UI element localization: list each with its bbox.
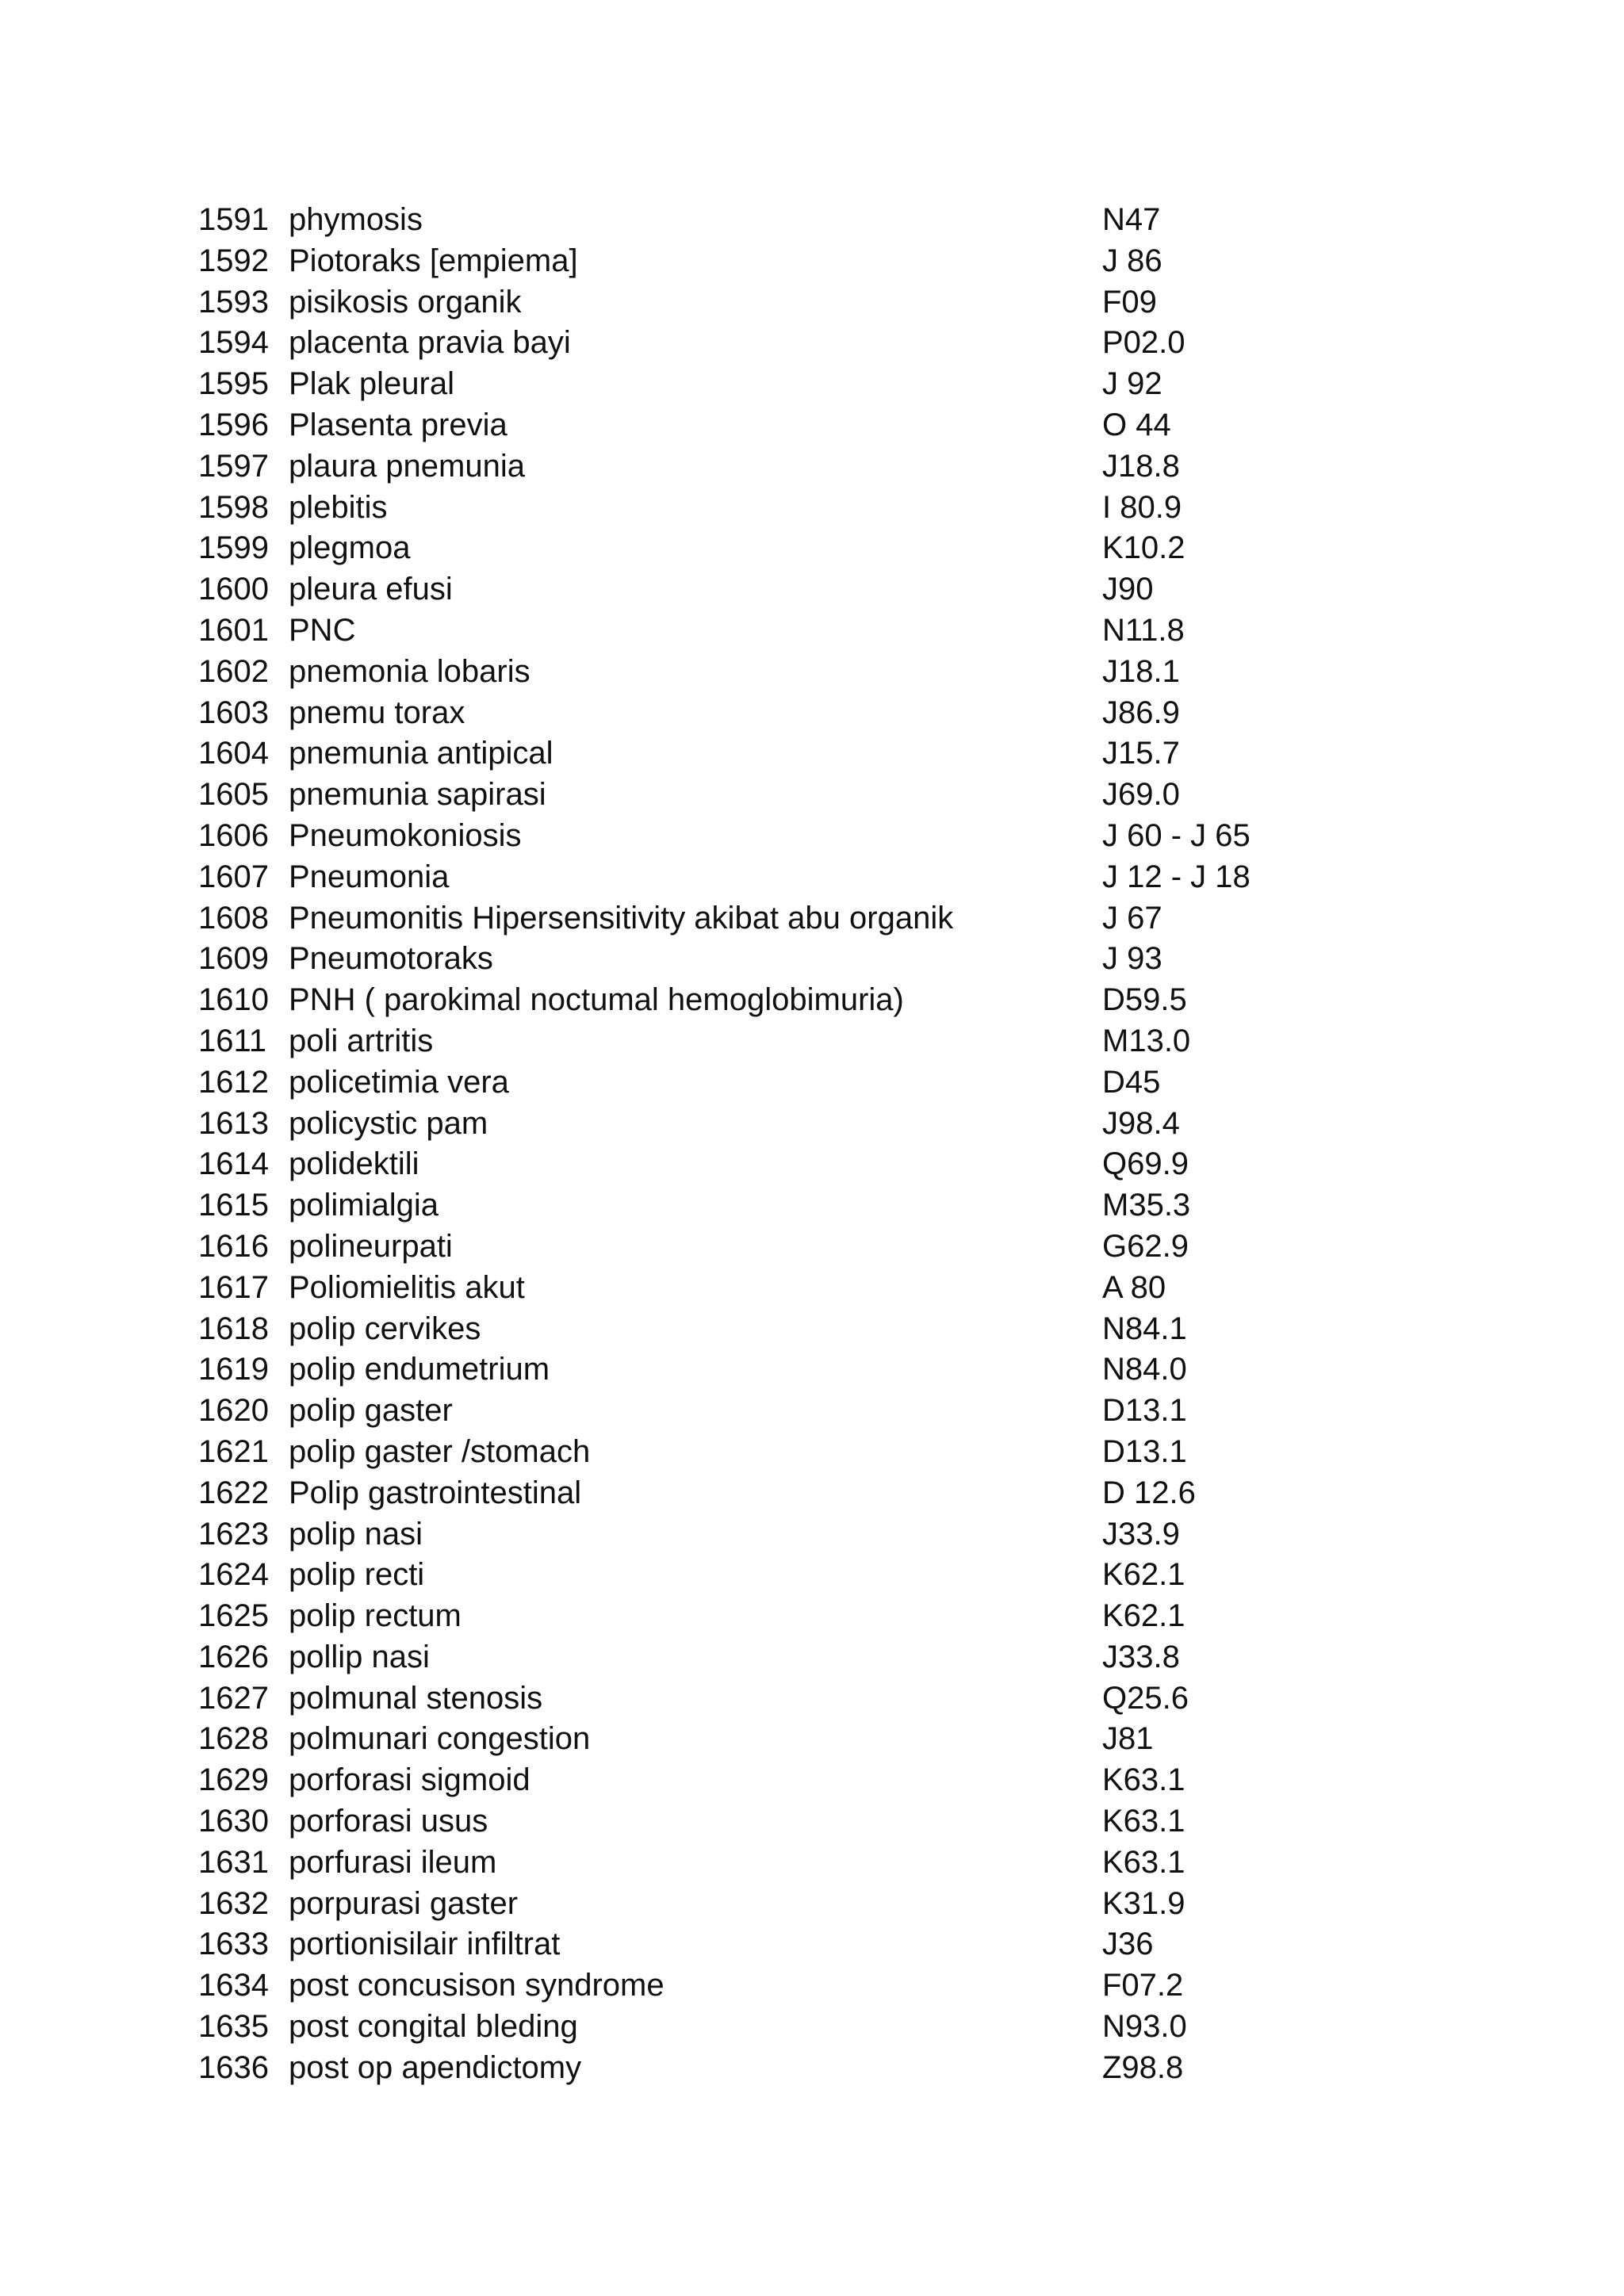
list-item [0,1391,1624,1432]
item-number: 1620 [198,1393,269,1429]
diagnosis-term: polip nasi [289,1516,423,1552]
icd-code: D59.5 [1102,982,1187,1018]
item-number: 1630 [198,1804,269,1839]
icd-code: J98.4 [1102,1105,1180,1141]
icd-code: K10.2 [1102,530,1185,566]
diagnosis-term: policetimia vera [289,1064,509,1100]
item-number: 1591 [198,202,269,237]
diagnosis-term: polmunal stenosis [289,1680,543,1716]
item-number: 1610 [198,982,269,1018]
item-number: 1624 [198,1557,269,1593]
icd-code: I 80.9 [1102,489,1182,525]
item-number: 1612 [198,1064,269,1100]
icd-code: J33.8 [1102,1639,1180,1674]
icd-code: J69.0 [1102,777,1180,813]
list-item [0,1719,1624,1760]
diagnosis-term: Poliomielitis akut [289,1269,525,1305]
list-item [0,1924,1624,1965]
diagnosis-term: porpurasi gaster [289,1885,519,1921]
icd-code: J86.9 [1102,695,1180,730]
icd-code: K62.1 [1102,1557,1185,1593]
icd-code: A 80 [1102,1269,1166,1305]
diagnosis-term: placenta pravia bayi [289,325,571,361]
icd-code: J18.8 [1102,448,1180,484]
list-item [0,1555,1624,1596]
icd-code: D13.1 [1102,1393,1187,1429]
item-number: 1614 [198,1146,269,1182]
diagnosis-term: polineurpati [289,1228,453,1264]
diagnosis-term: portionisilair infiltrat [289,1927,561,1962]
icd-code: M13.0 [1102,1023,1191,1058]
list-item [0,1226,1624,1268]
icd-code: K63.1 [1102,1762,1185,1798]
list-item [0,2007,1624,2048]
icd-code: D 12.6 [1102,1475,1196,1510]
item-number: 1607 [198,859,269,894]
diagnosis-term: Plasenta previa [289,407,508,442]
icd-code: K31.9 [1102,1885,1185,1921]
icd-code: J 12 - J 18 [1102,859,1251,894]
diagnosis-term: Pneumotoraks [289,941,493,977]
list-item [0,939,1624,980]
list-item [0,241,1624,282]
diagnosis-term: post congital bleding [289,2009,578,2045]
item-number: 1617 [198,1269,269,1305]
diagnosis-term: polip cervikes [289,1311,481,1346]
item-number: 1621 [198,1433,269,1469]
item-number: 1600 [198,572,269,607]
list-item [0,1678,1624,1720]
diagnosis-term: pnemunia sapirasi [289,777,546,813]
item-number: 1636 [198,2049,269,2085]
item-number: 1598 [198,489,269,525]
icd-code: P02.0 [1102,325,1185,361]
item-number: 1592 [198,243,269,278]
diagnosis-term: polip recti [289,1557,425,1593]
diagnosis-term: polip rectum [289,1598,462,1634]
item-number: 1605 [198,777,269,813]
diagnosis-term: pnemu torax [289,695,465,730]
list-item [0,1514,1624,1556]
icd-code: D45 [1102,1064,1161,1100]
diagnosis-term: policystic pam [289,1105,488,1141]
list-item [0,1473,1624,1514]
item-number: 1635 [198,2009,269,2045]
icd-code: Q69.9 [1102,1146,1189,1182]
icd-code: J 67 [1102,900,1162,936]
list-item [0,652,1624,693]
diagnosis-term: pnemunia antipical [289,736,553,771]
diagnosis-term: Polip gastrointestinal [289,1475,582,1510]
diagnosis-term: polip endumetrium [289,1352,550,1387]
list-item [0,1596,1624,1637]
diagnosis-term: plebitis [289,489,388,525]
icd-code: J33.9 [1102,1516,1180,1552]
diagnosis-term: plegmoa [289,530,411,566]
icd-code: J 93 [1102,941,1162,977]
item-number: 1618 [198,1311,269,1346]
item-number: 1627 [198,1680,269,1716]
diagnosis-term: pisikosis organik [289,284,522,320]
list-item [0,1021,1624,1062]
list-item [0,1349,1624,1391]
item-number: 1609 [198,941,269,977]
list-item [0,1144,1624,1185]
item-number: 1616 [198,1228,269,1264]
list-item [0,1884,1624,1925]
list-item [0,488,1624,529]
icd-code: J15.7 [1102,736,1180,771]
item-number: 1599 [198,530,269,566]
diagnosis-term: polip gaster /stomach [289,1433,591,1469]
list-item [0,1760,1624,1801]
icd-code: J81 [1102,1721,1154,1757]
icd-code: J18.1 [1102,653,1180,689]
item-number: 1602 [198,653,269,689]
list-item [0,1104,1624,1145]
icd-code: M35.3 [1102,1188,1191,1223]
icd-code: F07.2 [1102,1968,1184,2003]
diagnosis-term: pleura efusi [289,572,453,607]
icd-code: G62.9 [1102,1228,1189,1264]
diagnosis-term: pnemonia lobaris [289,653,530,689]
list-item [0,1432,1624,1473]
icd-code: F09 [1102,284,1157,320]
diagnosis-term: porforasi usus [289,1804,488,1839]
list-item [0,693,1624,734]
diagnosis-term: Pneumonitis Hipersensitivity akibat abu organik [289,900,954,936]
icd-code: N84.1 [1102,1311,1187,1346]
list-item [0,898,1624,939]
diagnosis-term: phymosis [289,202,423,237]
item-number: 1623 [198,1516,269,1552]
diagnosis-term: Pneumokoniosis [289,817,522,853]
list-item [0,1268,1624,1309]
list-item [0,816,1624,857]
item-number: 1634 [198,1968,269,2003]
item-number: 1628 [198,1721,269,1757]
list-item [0,2048,1624,2089]
diagnosis-code-list [0,200,1624,2089]
item-number: 1608 [198,900,269,936]
diagnosis-term: polimialgia [289,1188,439,1223]
item-number: 1604 [198,736,269,771]
item-number: 1631 [198,1844,269,1880]
list-item [0,282,1624,323]
list-item [0,1801,1624,1843]
icd-code: N47 [1102,202,1161,237]
icd-code: K63.1 [1102,1844,1185,1880]
diagnosis-term: PNC [289,612,356,648]
icd-code: D13.1 [1102,1433,1187,1469]
diagnosis-term: polmunari congestion [289,1721,591,1757]
list-item [0,1843,1624,1884]
list-item [0,405,1624,446]
list-item [0,610,1624,652]
item-number: 1594 [198,325,269,361]
list-item [0,1062,1624,1104]
item-number: 1601 [198,612,269,648]
icd-code: Z98.8 [1102,2049,1184,2085]
item-number: 1613 [198,1105,269,1141]
diagnosis-term: porfurasi ileum [289,1844,497,1880]
diagnosis-term: post concusison syndrome [289,1968,665,2003]
list-item [0,1309,1624,1350]
list-item [0,200,1624,241]
icd-code: K63.1 [1102,1804,1185,1839]
list-item [0,569,1624,610]
list-item [0,364,1624,405]
item-number: 1622 [198,1475,269,1510]
diagnosis-term: post op apendictomy [289,2049,582,2085]
list-item [0,528,1624,569]
icd-code: J36 [1102,1927,1154,1962]
item-number: 1626 [198,1639,269,1674]
item-number: 1593 [198,284,269,320]
icd-code: J 86 [1102,243,1162,278]
list-item [0,775,1624,816]
list-item [0,733,1624,775]
list-item [0,323,1624,364]
diagnosis-term: plaura pnemunia [289,448,525,484]
item-number: 1619 [198,1352,269,1387]
diagnosis-term: Piotoraks [empiema] [289,243,578,278]
icd-code: J90 [1102,572,1154,607]
item-number: 1625 [198,1598,269,1634]
list-item [0,857,1624,898]
diagnosis-term: pollip nasi [289,1639,430,1674]
icd-code: J 60 - J 65 [1102,817,1251,853]
icd-code: N93.0 [1102,2009,1187,2045]
diagnosis-term: poli artritis [289,1023,434,1058]
list-item [0,446,1624,488]
item-number: 1611 [198,1023,267,1058]
diagnosis-term: PNH ( parokimal noctumal hemoglobimuria) [289,982,904,1018]
item-number: 1632 [198,1885,269,1921]
item-number: 1596 [198,407,269,442]
list-item [0,1185,1624,1226]
diagnosis-term: polip gaster [289,1393,453,1429]
diagnosis-term: polidektili [289,1146,419,1182]
diagnosis-term: porforasi sigmoid [289,1762,530,1798]
icd-code: J 92 [1102,366,1162,402]
list-item [0,980,1624,1021]
diagnosis-term: Plak pleural [289,366,455,402]
item-number: 1595 [198,366,269,402]
icd-code: Q25.6 [1102,1680,1189,1716]
item-number: 1603 [198,695,269,730]
item-number: 1633 [198,1927,269,1962]
item-number: 1629 [198,1762,269,1798]
list-item [0,1637,1624,1678]
item-number: 1606 [198,817,269,853]
icd-code: N84.0 [1102,1352,1187,1387]
icd-code: K62.1 [1102,1598,1185,1634]
diagnosis-term: Pneumonia [289,859,450,894]
item-number: 1615 [198,1188,269,1223]
item-number: 1597 [198,448,269,484]
list-item [0,1965,1624,2007]
icd-code: O 44 [1102,407,1171,442]
icd-code: N11.8 [1102,612,1185,648]
